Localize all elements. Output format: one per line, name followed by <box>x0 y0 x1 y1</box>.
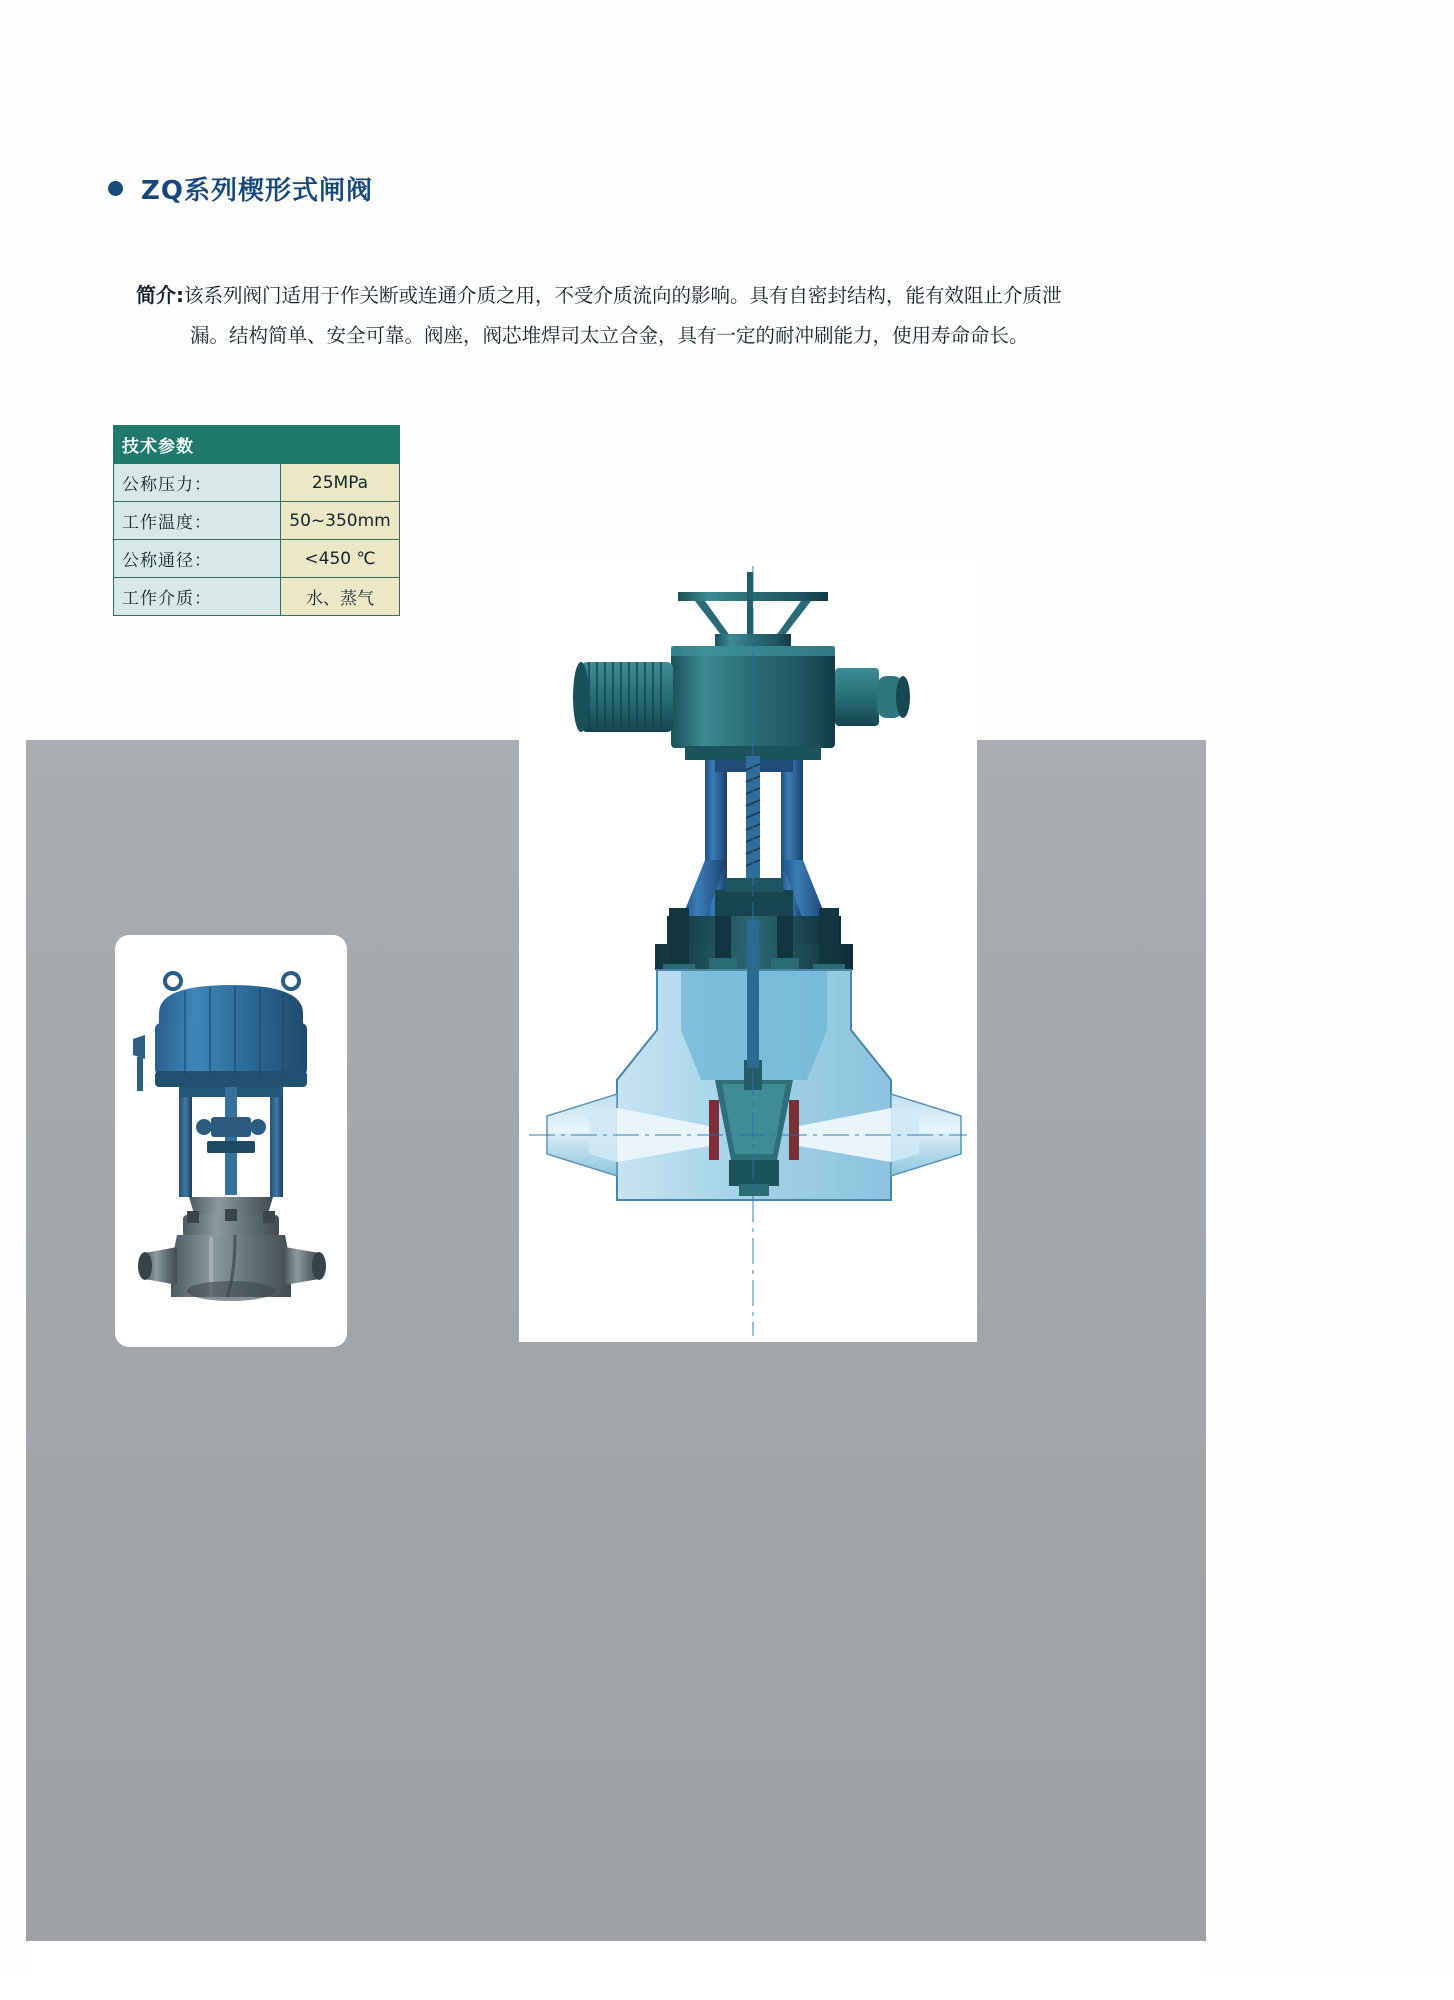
intro-lead-label: 简介: <box>136 283 184 307</box>
page-title-row <box>108 170 373 207</box>
table-row <box>114 464 400 502</box>
valve-section-drawing-card <box>519 560 977 1342</box>
spec-table-header-cell: 技术参数 <box>114 426 400 464</box>
spec-label-3: 工作介质： <box>114 578 281 616</box>
valve-photo-image <box>115 935 347 1347</box>
spec-label-1: 工作温度： <box>114 502 281 540</box>
valve-photo-card <box>115 935 347 1347</box>
spec-value-2: <450 ℃ <box>281 540 400 578</box>
spec-label-0: 公称压力： <box>114 464 281 502</box>
table-row <box>114 502 400 540</box>
page-title: ZQ系列楔形式闸阀 <box>141 176 373 206</box>
spec-label-2: 公称通径： <box>114 540 281 578</box>
spec-table <box>113 425 400 616</box>
intro-line-1-text: 该系列阀门适用于作关断或连通介质之用，不受介质流向的影响。具有自密封结构，能有效阻止介质泄 <box>184 284 1062 307</box>
page-footer-spacer <box>0 1975 1454 2000</box>
table-row <box>114 540 400 578</box>
valve-section-drawing <box>519 560 977 1342</box>
spec-value-1: 50~350mm <box>281 502 400 540</box>
intro-paragraph <box>136 275 1256 356</box>
intro-line-2: 漏。结构简单、安全可靠。阀座，阀芯堆焊司太立合金，具有一定的耐冲刷能力，使用寿命命长。 <box>190 324 1029 347</box>
spec-value-0: 25MPa <box>281 464 400 502</box>
actuator-housing <box>573 646 910 760</box>
intro-line-1 <box>136 275 1256 316</box>
table-row <box>114 578 400 616</box>
spec-table-header-row <box>114 426 400 464</box>
spec-value-3: 水、蒸气 <box>281 578 400 616</box>
bullet-icon <box>108 181 123 196</box>
valve-body-section <box>547 920 961 1200</box>
